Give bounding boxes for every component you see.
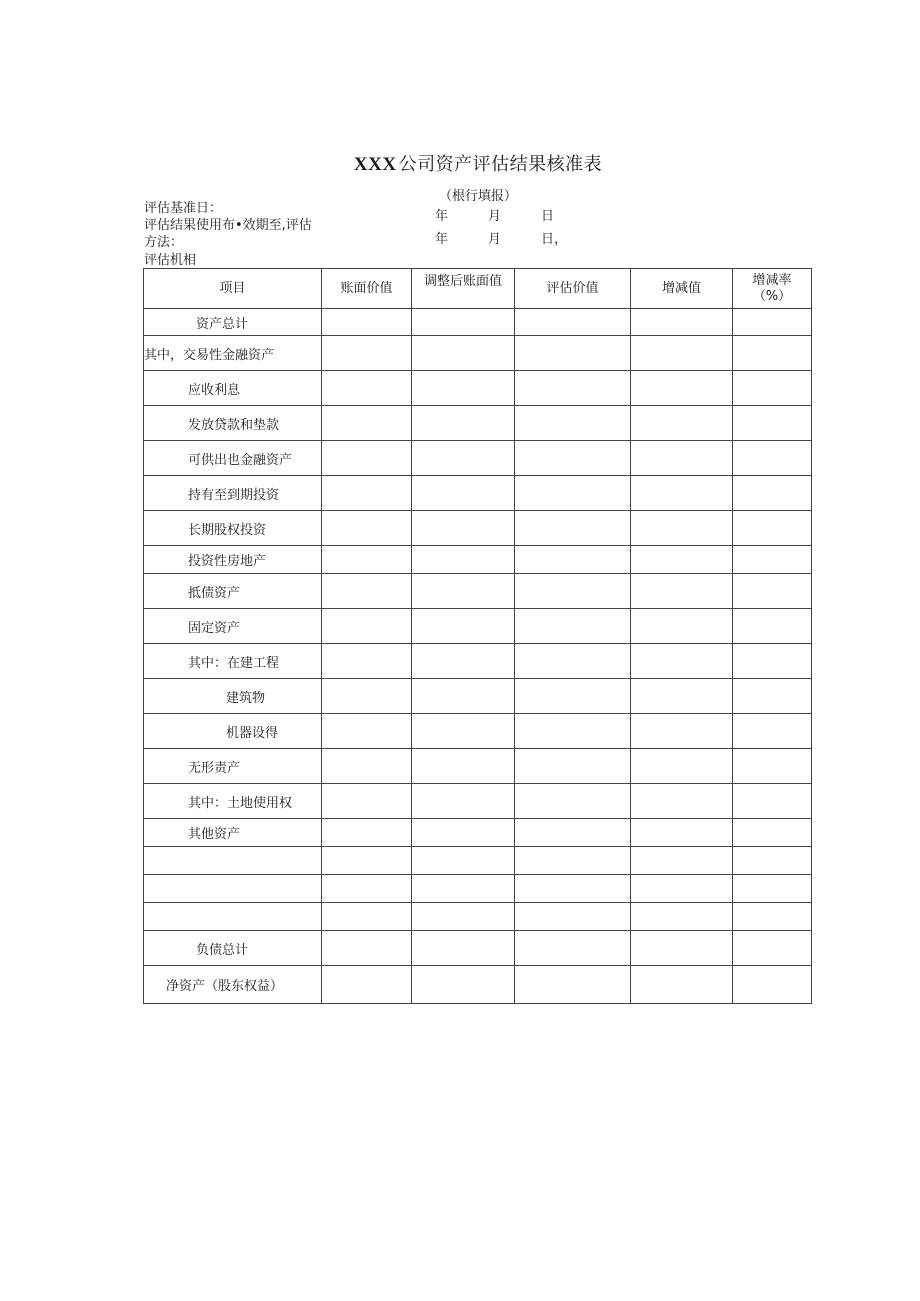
value-cell[interactable] (733, 784, 812, 819)
value-cell[interactable] (733, 441, 812, 476)
value-cell[interactable] (733, 875, 812, 903)
table-row (144, 966, 812, 1004)
value-cell[interactable] (412, 371, 515, 406)
date2-day: 日， (541, 232, 568, 247)
value-cell[interactable] (631, 406, 733, 441)
value-cell[interactable] (322, 511, 412, 546)
row-label: 其中：在建工程 (144, 644, 322, 679)
value-cell[interactable] (515, 609, 631, 644)
table-row (144, 336, 812, 371)
page-title (0, 150, 920, 176)
value-cell[interactable] (733, 406, 812, 441)
row-label (144, 903, 322, 931)
value-cell[interactable] (322, 476, 412, 511)
row-label (144, 847, 322, 875)
value-cell[interactable] (733, 966, 812, 1004)
row-label: 负债总计 (144, 931, 322, 966)
value-cell[interactable] (631, 476, 733, 511)
table-row (144, 903, 812, 931)
value-cell[interactable] (733, 903, 812, 931)
row-label: 无形责产 (144, 749, 322, 784)
value-cell[interactable] (631, 609, 733, 644)
value-cell[interactable] (322, 546, 412, 574)
value-cell[interactable] (515, 847, 631, 875)
value-cell[interactable] (733, 679, 812, 714)
table-row (144, 574, 812, 609)
row-label: 持有至到期投资 (144, 476, 322, 511)
value-cell[interactable] (322, 371, 412, 406)
value-cell[interactable] (412, 406, 515, 441)
value-cell[interactable] (412, 875, 515, 903)
value-cell[interactable] (322, 679, 412, 714)
value-cell[interactable] (322, 875, 412, 903)
table-row (144, 714, 812, 749)
value-cell[interactable] (515, 406, 631, 441)
value-cell[interactable] (515, 931, 631, 966)
value-cell[interactable] (412, 784, 515, 819)
header-change-rate: 增减率 （%） (733, 269, 812, 309)
value-cell[interactable] (733, 931, 812, 966)
row-label: 抵债资产 (144, 574, 322, 609)
value-cell[interactable] (412, 441, 515, 476)
value-cell[interactable] (631, 679, 733, 714)
value-cell[interactable] (631, 309, 733, 336)
value-cell[interactable] (412, 931, 515, 966)
agency-label: 评估机相 (144, 253, 197, 268)
value-cell[interactable] (412, 476, 515, 511)
value-cell[interactable] (515, 903, 631, 931)
value-cell[interactable] (631, 441, 733, 476)
value-cell[interactable] (322, 931, 412, 966)
value-cell[interactable] (631, 371, 733, 406)
value-cell[interactable] (515, 309, 631, 336)
table-row (144, 847, 812, 875)
header-book-value: 账面价值 (322, 269, 412, 309)
value-cell[interactable] (631, 511, 733, 546)
value-cell[interactable] (412, 511, 515, 546)
value-cell[interactable] (733, 574, 812, 609)
page-subtitle: （根行填报） (438, 189, 517, 204)
row-label: 发放贷款和垫款 (144, 406, 322, 441)
value-cell[interactable] (733, 309, 812, 336)
value-cell[interactable] (631, 875, 733, 903)
value-cell[interactable] (412, 336, 515, 371)
value-cell[interactable] (631, 574, 733, 609)
row-label: 应收利息 (144, 371, 322, 406)
row-label: 其他资产 (144, 819, 322, 847)
value-cell[interactable] (733, 644, 812, 679)
value-cell[interactable] (322, 903, 412, 931)
value-cell[interactable] (631, 714, 733, 749)
value-cell[interactable] (412, 609, 515, 644)
value-cell[interactable] (322, 574, 412, 609)
table-row (144, 309, 812, 336)
value-cell[interactable] (515, 714, 631, 749)
value-cell[interactable] (515, 546, 631, 574)
value-cell[interactable] (631, 336, 733, 371)
value-cell[interactable] (412, 574, 515, 609)
value-cell[interactable] (412, 819, 515, 847)
value-cell[interactable] (322, 714, 412, 749)
title-text: 公司资产评估结果核准表 (398, 154, 603, 175)
value-cell[interactable] (322, 644, 412, 679)
value-cell[interactable] (412, 847, 515, 875)
method-label: 方法： (144, 235, 184, 250)
assessment-table (143, 268, 812, 1004)
value-cell[interactable] (412, 546, 515, 574)
date1-year: 年 (435, 209, 449, 224)
value-cell[interactable] (515, 371, 631, 406)
value-cell[interactable] (412, 749, 515, 784)
value-cell[interactable] (733, 476, 812, 511)
value-cell[interactable] (412, 966, 515, 1004)
value-cell[interactable] (515, 749, 631, 784)
table-row (144, 546, 812, 574)
value-cell[interactable] (733, 819, 812, 847)
table-row (144, 371, 812, 406)
date1-day: 日 (541, 209, 555, 224)
table-row (144, 609, 812, 644)
row-label: 投资性房地产 (144, 546, 322, 574)
date1-month: 月 (488, 209, 502, 224)
value-cell[interactable] (322, 309, 412, 336)
value-cell[interactable] (322, 441, 412, 476)
header-row (144, 269, 812, 309)
value-cell[interactable] (631, 819, 733, 847)
value-cell[interactable] (515, 644, 631, 679)
row-label: 其中：土地使用权 (144, 784, 322, 819)
value-cell[interactable] (515, 819, 631, 847)
date2-year: 年 (435, 232, 449, 247)
value-cell[interactable] (733, 511, 812, 546)
table-row (144, 441, 812, 476)
table-row (144, 931, 812, 966)
date2-month: 月 (488, 232, 502, 247)
validity-label: 评估结果使用布•效期至,评估 (144, 218, 312, 233)
table-row (144, 644, 812, 679)
table-row (144, 819, 812, 847)
row-label: 净资产（股东权益） (144, 966, 322, 1004)
value-cell[interactable] (515, 441, 631, 476)
row-label (144, 875, 322, 903)
value-cell[interactable] (733, 546, 812, 574)
value-cell[interactable] (733, 714, 812, 749)
row-label: 资产总计 (144, 309, 322, 336)
value-cell[interactable] (515, 784, 631, 819)
row-label: 机器设得 (144, 714, 322, 749)
value-cell[interactable] (733, 609, 812, 644)
value-cell[interactable] (322, 406, 412, 441)
title-prefix: XXX (353, 154, 397, 175)
value-cell[interactable] (412, 309, 515, 336)
value-cell[interactable] (733, 336, 812, 371)
value-cell[interactable] (412, 679, 515, 714)
value-cell[interactable] (515, 574, 631, 609)
value-cell[interactable] (412, 903, 515, 931)
value-cell[interactable] (412, 714, 515, 749)
value-cell[interactable] (631, 749, 733, 784)
value-cell[interactable] (733, 749, 812, 784)
table-row (144, 476, 812, 511)
value-cell[interactable] (631, 644, 733, 679)
row-label: 建筑物 (144, 679, 322, 714)
table-row (144, 749, 812, 784)
value-cell[interactable] (631, 847, 733, 875)
value-cell[interactable] (631, 784, 733, 819)
table-row (144, 406, 812, 441)
value-cell[interactable] (631, 903, 733, 931)
table-row (144, 511, 812, 546)
table-row (144, 784, 812, 819)
value-cell[interactable] (515, 336, 631, 371)
value-cell[interactable] (631, 546, 733, 574)
base-date-label: 评估基准日： (144, 201, 223, 216)
header-adjusted-book-value: 调整后账面值 (412, 269, 515, 309)
row-label: 其中，交易性金融资产 (144, 336, 322, 371)
value-cell[interactable] (515, 511, 631, 546)
table-row (144, 679, 812, 714)
row-label: 长期股权投资 (144, 511, 322, 546)
value-cell[interactable] (733, 371, 812, 406)
value-cell[interactable] (322, 609, 412, 644)
header-assessed-value: 评估价值 (515, 269, 631, 309)
value-cell[interactable] (515, 875, 631, 903)
value-cell[interactable] (322, 336, 412, 371)
value-cell[interactable] (631, 966, 733, 1004)
value-cell[interactable] (515, 966, 631, 1004)
value-cell[interactable] (322, 749, 412, 784)
value-cell[interactable] (322, 847, 412, 875)
value-cell[interactable] (322, 819, 412, 847)
row-label: 可供出也金融资产 (144, 441, 322, 476)
value-cell[interactable] (733, 847, 812, 875)
value-cell[interactable] (515, 679, 631, 714)
value-cell[interactable] (322, 966, 412, 1004)
value-cell[interactable] (412, 644, 515, 679)
header-item: 项目 (144, 269, 322, 309)
header-change-value: 增减值 (631, 269, 733, 309)
table-row (144, 875, 812, 903)
value-cell[interactable] (631, 931, 733, 966)
value-cell[interactable] (322, 784, 412, 819)
value-cell[interactable] (515, 476, 631, 511)
row-label: 固定资产 (144, 609, 322, 644)
